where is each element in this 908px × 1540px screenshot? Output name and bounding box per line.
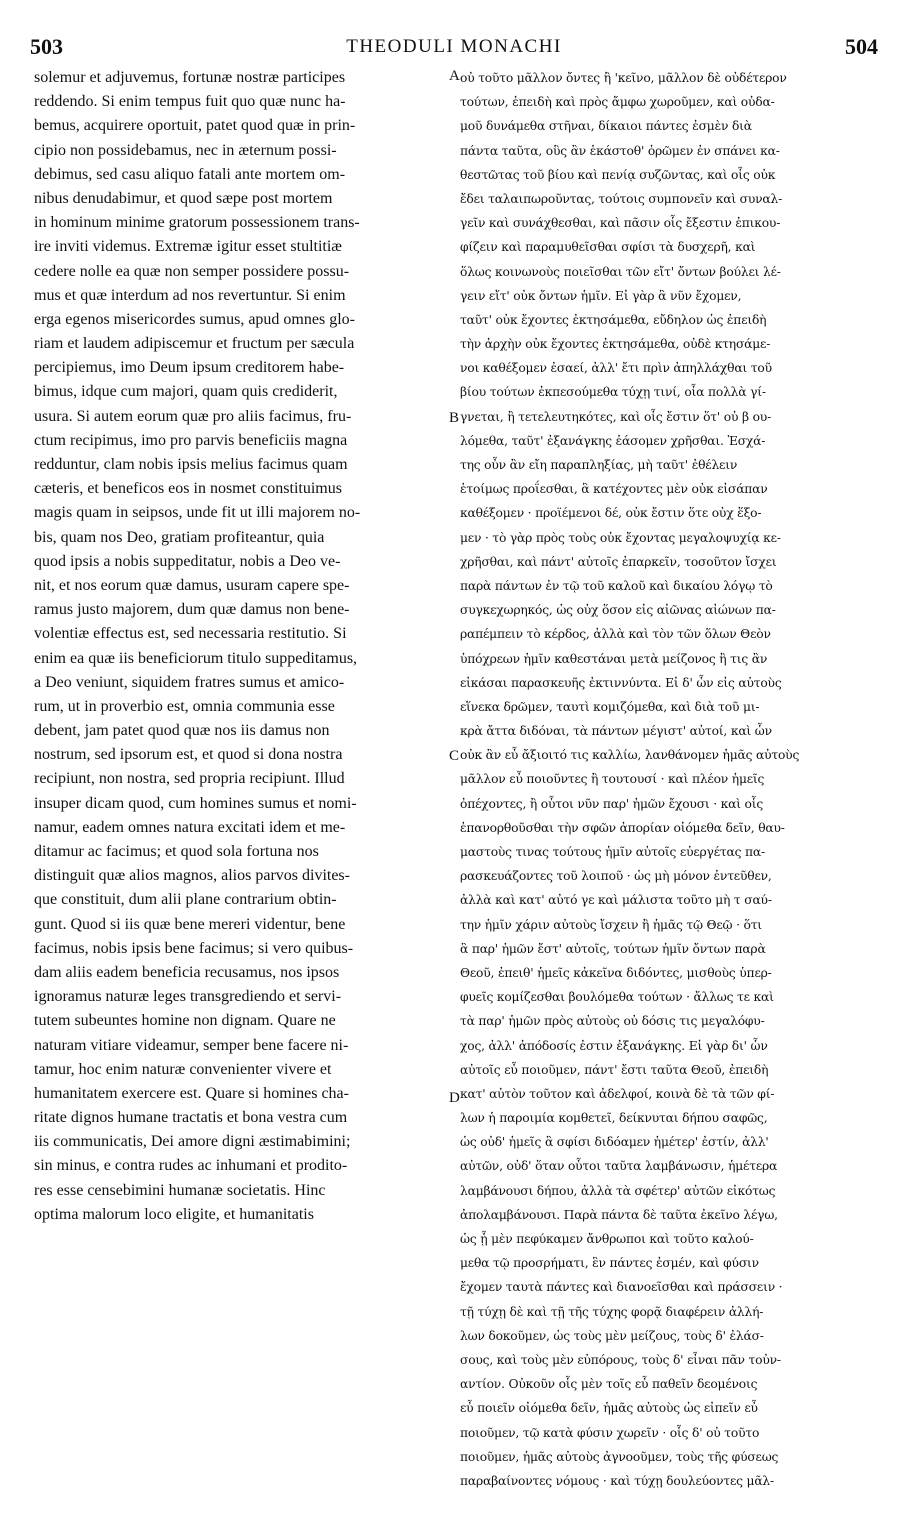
latin-text-line: optima malorum loco eligite, et humanitatis (34, 1205, 314, 1223)
greek-text-line: οὐ τοῦτο μᾶλλον ὄντες ἢ 'κεῖνο, μᾶλλον δὲ οὐδέτερον (460, 71, 787, 85)
greek-text-line: μεν · τὸ γὰρ πρὸς τοὺς οὐκ ἔχοντας μεγαλοψυχίᾳ κε- (460, 530, 781, 545)
greek-text-line: ἀλλὰ καὶ κατ' αὐτό γε καὶ μάλιστα τοῦτο μὴ τ σαύ- (460, 893, 772, 908)
page-number-left: 503 (30, 34, 63, 59)
greek-text-line: κρὰ ἄττα διδόναι, τὰ πάντων μέγιστ' αὐτοί, καὶ ὧν (460, 724, 772, 739)
latin-text-line: tutem subeuntes homine non dignam. Quare ne (34, 1012, 336, 1030)
greek-text-line: οὐκ ἂν εὖ ἄξιοιτό τις καλλίω, λανθάνομεν ἡμᾶς αὐτοὺς (460, 748, 800, 763)
latin-text-line: cedere nolle ea quæ non semper possidere possu- (34, 262, 350, 280)
latin-text-line: gunt. Quod si iis quæ bene mereri videntur, bene (34, 915, 346, 933)
latin-text-line: riam et laudem adipiscemur et fructum per sæcula (34, 335, 355, 353)
latin-text-line: recipiunt, non nostra, sed propria recipiunt. Illud (34, 770, 345, 788)
latin-text-line: insuper dicam quod, cum homines sumus et nomi- (34, 794, 357, 812)
greek-text-line: λων ἡ παροιμία κομθετεῖ, δείκνυται δήπου σαφῶς, (460, 1111, 768, 1126)
page-header (30, 28, 878, 64)
greek-text-line: ἃ παρ' ἡμῶν ἔστ' αὐτοῖς, τούτων ἡμῖν ὄντων παρὰ (460, 941, 766, 956)
greek-text-line: πάντα ταῦτα, οὓς ἂν ἑκάστοθ' ὁρῶμεν ἐν σπάνει κα- (460, 143, 780, 158)
latin-text-line: volentiæ effectus est, sed necessaria restitutio. Si (34, 625, 347, 643)
latin-text-line: dam aliis eadem beneficia recusamus, nos ipsos (34, 963, 340, 981)
latin-text-line: distinguit quæ alios magnos, alios parvos divites- (34, 867, 350, 885)
latin-text-line: cæteris, et beneficos eos in nosmet constituimus (34, 480, 342, 498)
greek-text-line: ἀπολαμβάνουσι. Παρὰ πάντα δὲ ταῦτα ἐκεῖνο λέγω, (460, 1207, 778, 1222)
greek-text-line: αὐτοῖς εὖ ποιοῦμεν, πάντ' ἔστι ταῦτα Θεοῦ, ἐπειδὴ (460, 1062, 769, 1077)
greek-text-line: παρὰ πάντων ἐν τῷ τοῦ καλοῦ καὶ δικαίου λόγῳ τὸ (460, 578, 773, 593)
margin-letter-c: C (449, 748, 460, 764)
latin-column (34, 66, 448, 1227)
greek-text-line: ποιοῦμεν, ἡμᾶς αὐτοὺς ἀγνοοῦμεν, τοὺς τῆς φύσεως (460, 1449, 779, 1464)
greek-text-line: εἵνεκα δρῶμεν, ταυτὶ κομιζόμεθα, καὶ διὰ τοῦ μι- (460, 699, 760, 714)
greek-text-line: ὡς ᾗ μὲν πεφύκαμεν ἄνθρωποι καὶ τοῦτο καλού- (460, 1232, 754, 1246)
greek-text-line: βίου τούτων ἐκπεσούμεθα τύχῃ τινί, οἷα πολλὰ γί- (460, 385, 766, 400)
greek-text-line: εἰκάσαι παρασκευῆς ἐκτιννύντα. Εἰ δ' ὧν εἰς αὐτοὺς (460, 675, 782, 690)
greek-text-line: μοῦ δυνάμεθα στῆναι, δίκαιοι πάντες ἐσμὲν διὰ (460, 119, 752, 134)
latin-text-line: debent, jam patet quod quæ nos iis damus non (34, 722, 330, 740)
margin-letter-a: A (449, 68, 460, 84)
latin-text-line: bimus, idque cum majori, quam quis crediderit, (34, 383, 338, 401)
latin-text-line: erga egenos misericordes sumus, apud omnes glo- (34, 310, 355, 328)
latin-text-line: a Deo veniunt, siquidem fratres sumus et amico- (34, 673, 345, 691)
greek-text-line: ἔχομεν ταυτὰ πάντες καὶ διανοεῖσθαι καὶ πράσσειν · (460, 1280, 783, 1295)
greek-text-line: ὑπόχρεων ἡμῖν καθεστάναι μετὰ μείζονος ἢ τις ἂν (460, 651, 768, 666)
latin-text-line: ritate dignos humane tractatis et bona vestra cum (34, 1109, 348, 1127)
greek-text-line: αντίον. Οὐκοῦν οἷς μὲν τοῖς εὖ παθεῖν δεομένοις (460, 1377, 758, 1392)
greek-column (460, 66, 878, 1493)
greek-text-line: γνεται, ἢ τετελευτηκότες, καὶ οἷς ἔστιν ὅτ' οὐ β ου- (460, 409, 772, 424)
greek-text-line: ἔδει ταλαιπωροῦντας, τούτοις συμπονεῖν καὶ συναλ- (460, 191, 783, 206)
greek-text-line: τῇ τύχῃ δὲ καὶ τῇ τῆς τύχης φορᾷ διαφέρειν ἀλλή- (460, 1304, 764, 1319)
latin-text-line: cipio non possidebamus, nec in æternum possi- (34, 141, 337, 159)
greek-text-line: λόμεθα, ταῦτ' ἐξανάγκης ἐάσομεν χρῆσθαι. Ἐσχά- (460, 433, 766, 448)
latin-text-line: debimus, sed casu aliquo fatali ante mortem om- (34, 165, 346, 183)
greek-text-line: ταῦτ' οὐκ ἔχοντες ἐκτησάμεθα, εὔδηλον ὡς ἐπειδὴ (460, 312, 767, 327)
latin-text-line: reddendo. Si enim tempus fuit quo quæ nunc ha- (34, 93, 346, 111)
latin-text-line: nostrum, sed ipsorum est, et quod si dona nostra (34, 746, 343, 764)
greek-text-line: ρασκευάζοντες τοῦ λοιποῦ · ὡς μὴ μόνον ἐντεῦθεν, (460, 869, 772, 884)
latin-text-line: ramus justo majorem, dum quæ damus non bene- (34, 601, 350, 619)
greek-text-line: καθέξομεν · προϊέμενοι δέ, οὐκ ἔστιν ὅτε οὐχ ἕξο- (460, 506, 762, 521)
greek-text-line: ραπέμπειν τὸ κέρδος, ἀλλὰ καὶ τὸν τῶν ὅλων Θεὸν (460, 627, 771, 642)
latin-text-line: bemus, acquirere oportuit, patet quod quæ in prin- (34, 117, 356, 135)
greek-text-line: τὴν ἀρχὴν οὐκ ἔχοντες ἐκτησάμεθα, οὐδὲ κτησάμε- (460, 337, 771, 352)
greek-text-line: μᾶλλον εὖ ποιοῦντες ἢ τουτουσί · καὶ πλέον ἡμεῖς (460, 772, 765, 787)
greek-text-line: χος, ἀλλ' ἀπόδοσίς ἐστιν ἐξανάγκης. Εἰ γὰρ δι' ὧν (460, 1038, 768, 1053)
greek-text-line: λων δοκοῦμεν, ὡς τοὺς μὲν μείζους, τοὺς δ' ἐλάσ- (460, 1328, 764, 1343)
latin-text-line: ire inviti videmus. Extremæ igitur esset stultitiæ (34, 238, 342, 256)
greek-text-line: φίζειν καὶ παραμυθεῖσθαι σφίσι τὰ δυσχερῆ, καὶ (460, 240, 756, 255)
latin-text-line: que constituit, dum alii plane contrarium obtin- (34, 891, 337, 909)
greek-text-line: ὡς οὐδ' ἡμεῖς ἃ σφίσι διδόαμεν ἡμέτερ' ἐστίν, ἀλλ' (460, 1135, 769, 1150)
latin-text-line: sin minus, e contra rudes ac inhumani et prodito- (34, 1157, 348, 1175)
latin-text-line: redduntur, clam nobis ipsis melius facimus quam (34, 456, 348, 473)
greek-text-line: Θεοῦ, ἐπειθ' ἡμεῖς κἀκεῖνα διδόντες, μισθοὺς ὑπερ- (460, 965, 772, 980)
latin-text-line: ignoramus naturæ leges transgrediendo et servi- (34, 988, 342, 1006)
latin-text-line: naturam vitiare videamur, semper bene facere ni- (34, 1036, 349, 1054)
greek-text-line: χρῆσθαι, καὶ πάντ' αὐτοῖς ἐπαρκεῖν, τοσοῦτον ἴσχει (460, 554, 777, 569)
greek-text-line: μεθα τῷ προσρήματι, ἓν πάντες ἐσμέν, καὶ φύσιν (460, 1256, 759, 1271)
latin-text-line: enim ea quæ iis beneficiorum titulo suppeditamus, (34, 649, 358, 667)
latin-text-line: ctum recipimus, imo pro parvis beneficiis magna (34, 431, 348, 449)
greek-text-line: κατ' αὐτὸν τοῦτον καὶ ἀδελφοί, κοινὰ δὲ τὰ τῶν φί- (460, 1086, 775, 1101)
latin-text-line: solemur et adjuvemus, fortunæ nostræ participes (34, 69, 346, 86)
greek-text-line: μαστοὺς τινας τούτους ἡμῖν αὐτοῖς εὐεργέτας πα- (460, 845, 765, 859)
greek-text-line: παραβαίνοντες νόμους · καὶ τύχῃ δουλεύοντες μᾶλ- (460, 1473, 774, 1488)
greek-text-line: θεστῶτας τοῦ βίου καὶ πενίᾳ συζῶντας, καὶ οἷς οὐκ (460, 167, 776, 182)
latin-text-line: percipiemus, imo Deum ipsum creditorem habe- (34, 359, 345, 377)
greek-text-line: εὖ ποιεῖν οἰόμεθα δεῖν, ἡμᾶς αὐτοὺς ὡς εἰπεῖν εὖ (460, 1401, 758, 1416)
greek-text-line: ἑτοίμως προΐεσθαι, ἃ κατέχοντες μὲν οὐκ εἰσάπαν (460, 482, 768, 497)
greek-text-line: τὰ παρ' ἡμῶν πρὸς αὐτοὺς οὐ δόσις τις μεγαλόφυ- (460, 1014, 765, 1029)
greek-text-line: ἐπανορθοῦσθαι τὴν σφῶν ἀπορίαν οἰόμεθα δεῖν, θαυ- (460, 820, 785, 835)
greek-text-line: την ἡμῖν χάριν αὐτοὺς ἴσχειν ἢ ἡμᾶς τῷ Θεῷ · ὅτι (460, 917, 762, 932)
greek-text-line: συγκεχωρηκός, ὡς οὐχ ὅσον εἰς αἰῶνας αἰώνων πα- (460, 603, 776, 618)
latin-text-line: res esse censebimini humanæ societatis. Hinc (34, 1181, 326, 1199)
greek-text-line: λαμβάνουσι δήπου, ἀλλὰ τὰ σφέτερ' αὐτῶν εἰκότως (460, 1183, 776, 1198)
latin-text-line: iis communicatis, Dei amore digni æstimabimini; (34, 1133, 351, 1151)
latin-text-line: humanitatem exercere est. Quare si homines cha- (34, 1084, 349, 1102)
latin-text-line: mus et quæ interdum ad nos revertuntur. Si enim (34, 286, 346, 304)
latin-text-line: rum, ut in proverbio est, omnia communia esse (34, 697, 335, 715)
greek-text-line: της οὖν ἂν εἴη παραπληξίας, μὴ ταῦτ' ἐθέλειν (460, 458, 738, 472)
greek-text-line: νοι καθέξομεν ἐσαεί, ἀλλ' ἔτι πρὶν ἀπηλλάχθαι τοῦ (460, 361, 772, 376)
running-title: THEODULI MONACHI (346, 36, 562, 57)
latin-text-line: in hominum minime gratorum possessionem trans- (34, 214, 360, 232)
latin-text-line: quod ipsis a nobis suppeditatur, nobis a Deo ve- (34, 552, 341, 570)
greek-text-line: ὅλως κοινωνοὺς ποιεῖσθαι τῶν εἴτ' ὄντων βούλει λέ- (460, 264, 781, 279)
latin-text-line: facimus, nobis ipsis bene facimus; si vero quibus- (34, 939, 354, 957)
margin-letter-b: B (449, 410, 460, 426)
page-number-right: 504 (845, 34, 878, 59)
margin-letter-d: D (449, 1090, 460, 1106)
latin-text-line: namur, eadem omnes natura excitati idem et me- (34, 818, 346, 836)
latin-text-line: nibus denudabimur, et quod sæpe post mortem (34, 189, 333, 207)
greek-text-line: φυεῖς κομίζεσθαι βουλόμεθα τούτων · ἄλλως τε καὶ (460, 990, 774, 1005)
greek-text-line: σους, καὶ τοὺς μὲν εὐπόρους, τοὺς δ' εἶναι πᾶν τοὐν- (460, 1352, 781, 1367)
latin-text-line: ditamur ac facimus; et quod sola fortuna nos (34, 843, 319, 860)
latin-text-line: bis, quam nos Deo, gratiam profiteantur, quia (34, 528, 325, 546)
latin-text-line: magis quam in seipsos, unde fit ut illi majorem no- (34, 504, 361, 522)
greek-text-line: ποιοῦμεν, τῷ κατὰ φύσιν χωρεῖν · οἷς δ' οὐ τοῦτο (460, 1425, 760, 1440)
latin-text-line: nit, et nos eorum quæ damus, usuram capere spe- (34, 576, 350, 594)
greek-text-line: γεῖν καὶ συνάχθεσθαι, καὶ πᾶσιν οἷς ἔξεστιν ἐπικου- (460, 216, 781, 231)
greek-text-line: γειν εἴτ' οὐκ ὄντων ἡμῖν. Εἰ γὰρ ἃ νῦν ἔχομεν, (460, 288, 742, 303)
latin-text-line: tamur, hoc enim naturæ convenienter vivere et (34, 1060, 332, 1078)
greek-text-line: ὀπέχοντες, ἢ οὗτοι νῦν παρ' ἡμῶν ἔχουσι · καὶ οἷς (460, 796, 764, 811)
greek-text-line: τούτων, ἐπειδὴ καὶ πρὸς ἄμφω χωροῦμεν, καὶ οὐδα- (460, 95, 775, 110)
latin-text-line: usura. Si autem eorum quæ pro aliis facimus, fru- (34, 407, 352, 425)
greek-text-line: αὐτῶν, οὐδ' ὅταν οὗτοι ταῦτα λαμβάνωσιν, ἡμέτερα (460, 1159, 778, 1174)
